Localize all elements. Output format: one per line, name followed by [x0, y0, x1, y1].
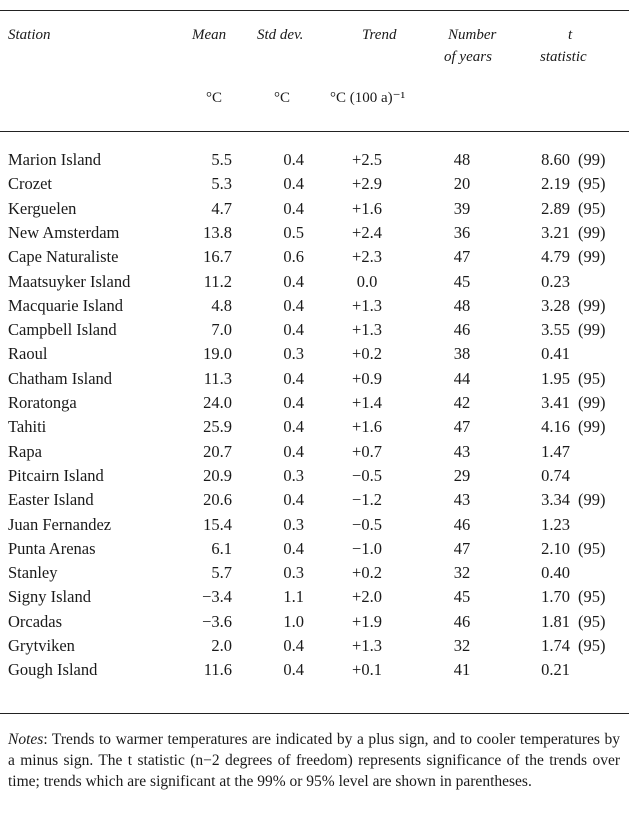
- notes-text: : Trends to warmer temperatures are indicated by a plus sign, and to cooler temperatures by a minus sign. The t statistic (n−2 degrees of freedom) represents significance of the trends over time; trends which are significant at the 99% or 95% level are shown in parentheses.: [8, 731, 620, 790]
- years-value: 47: [453, 247, 471, 267]
- station-name: Grytviken: [8, 636, 75, 655]
- table-row: [0, 537, 629, 561]
- mean-value: 25.9: [203, 417, 232, 437]
- header-trend: Trend: [362, 27, 397, 43]
- trend-value: +2.5: [352, 150, 382, 169]
- bottom-rule: [0, 713, 629, 714]
- mean-value: 2.0: [211, 636, 232, 655]
- table-row: [0, 610, 629, 634]
- table-notes: [8, 729, 620, 792]
- trend-value: −1.2: [352, 490, 382, 510]
- t-statistic-value: 4.79: [541, 247, 570, 267]
- std-dev-value: 0.4: [283, 490, 304, 510]
- t-statistic-value: 2.89: [541, 198, 570, 218]
- std-dev-value: 0.3: [283, 465, 304, 485]
- station-name: Pitcairn Island: [8, 465, 104, 485]
- notes-label: Notes: [8, 731, 44, 748]
- years-value: 43: [453, 490, 471, 510]
- t-statistic-value: 3.21: [541, 222, 570, 242]
- std-dev-value: 0.4: [283, 150, 304, 169]
- table-row: [0, 148, 629, 172]
- std-dev-value: 0.3: [283, 514, 304, 534]
- trend-value: +2.9: [352, 174, 382, 194]
- significance-value: (99): [578, 417, 606, 437]
- std-dev-value: 0.4: [283, 271, 304, 291]
- trend-value: +1.4: [352, 393, 382, 412]
- years-value: 41: [453, 660, 471, 680]
- station-name: Maatsuyker Island: [8, 271, 131, 291]
- years-value: 42: [453, 393, 471, 412]
- table-row: [0, 488, 629, 512]
- significance-value: (99): [578, 295, 606, 315]
- table-row: [0, 270, 629, 294]
- std-dev-value: 0.4: [283, 660, 304, 680]
- significance-value: (95): [578, 611, 606, 631]
- significance-value: (95): [578, 174, 606, 194]
- std-dev-value: 0.4: [283, 174, 304, 194]
- table-row: [0, 342, 629, 366]
- header-years-line2: of years: [444, 49, 492, 65]
- std-dev-value: 1.0: [283, 611, 304, 631]
- t-statistic-value: 2.10: [541, 538, 570, 558]
- std-dev-value: 0.4: [283, 198, 304, 218]
- significance-value: (99): [578, 150, 606, 169]
- years-value: 48: [453, 295, 471, 315]
- years-value: 47: [453, 417, 471, 437]
- significance-value: (95): [578, 587, 606, 607]
- trend-value: +1.9: [352, 611, 382, 631]
- years-value: 32: [453, 636, 471, 655]
- mean-value: 20.9: [203, 465, 232, 485]
- station-name: Macquarie Island: [8, 295, 123, 315]
- station-name: Signy Island: [8, 587, 91, 607]
- mean-value: 19.0: [203, 344, 232, 364]
- significance-value: (99): [578, 247, 606, 267]
- mean-value: 11.6: [203, 660, 232, 680]
- station-name: Kerguelen: [8, 198, 77, 218]
- std-dev-value: 0.4: [283, 393, 304, 412]
- years-value: 45: [453, 587, 471, 607]
- station-name: Chatham Island: [8, 368, 113, 388]
- years-value: 43: [453, 441, 471, 461]
- std-dev-value: 1.1: [283, 587, 304, 607]
- table-row: [0, 561, 629, 585]
- mean-value: 20.7: [203, 441, 232, 461]
- station-name: Punta Arenas: [8, 538, 96, 558]
- mean-value: 5.7: [211, 563, 232, 583]
- trend-value: +1.6: [352, 198, 382, 218]
- station-name: Juan Fernandez: [8, 514, 112, 534]
- trend-value: −0.5: [352, 514, 382, 534]
- std-dev-value: 0.4: [283, 368, 304, 388]
- significance-value: (95): [578, 538, 606, 558]
- years-value: 36: [453, 222, 471, 242]
- years-value: 48: [453, 150, 471, 169]
- table-row: [0, 318, 629, 342]
- years-value: 29: [453, 465, 471, 485]
- significance-value: (95): [578, 368, 606, 388]
- significance-value: (99): [578, 393, 606, 412]
- station-name: Gough Island: [8, 660, 98, 680]
- std-dev-value: 0.4: [283, 538, 304, 558]
- station-name: Campbell Island: [8, 320, 117, 340]
- t-statistic-value: 3.55: [541, 320, 570, 340]
- std-dev-value: 0.4: [283, 320, 304, 340]
- t-statistic-value: 0.21: [541, 660, 570, 680]
- std-dev-value: 0.6: [283, 247, 304, 267]
- years-value: 46: [453, 611, 471, 631]
- station-name: Tahiti: [8, 417, 47, 437]
- trend-value: +0.2: [352, 563, 382, 583]
- unit-mean: °C: [206, 90, 223, 106]
- top-rule: [0, 10, 629, 11]
- table-row: [0, 245, 629, 269]
- trend-value: +1.6: [352, 417, 382, 437]
- trend-value: +0.7: [352, 441, 382, 461]
- years-value: 46: [453, 320, 471, 340]
- table-row: [0, 464, 629, 488]
- t-statistic-value: 1.47: [541, 441, 570, 461]
- header-std-dev: Std dev.: [257, 27, 304, 43]
- trend-value: +1.3: [352, 320, 382, 340]
- station-name: Roratonga: [8, 393, 77, 412]
- significance-value: (99): [578, 320, 606, 340]
- station-name: New Amsterdam: [8, 222, 120, 242]
- unit-trend: °C (100 a)⁻¹: [330, 90, 406, 106]
- std-dev-value: 0.4: [283, 417, 304, 437]
- years-value: 44: [453, 368, 471, 388]
- years-value: 38: [453, 344, 471, 364]
- table-row: [0, 197, 629, 221]
- table-row: [0, 585, 629, 609]
- significance-value: (95): [578, 198, 606, 218]
- years-value: 45: [453, 271, 471, 291]
- station-name: Orcadas: [8, 611, 63, 631]
- table-row: [0, 221, 629, 245]
- trend-value: −1.0: [352, 538, 382, 558]
- mean-value: 15.4: [203, 514, 232, 534]
- years-value: 46: [453, 514, 471, 534]
- years-value: 39: [453, 198, 471, 218]
- mean-value: 7.0: [211, 320, 232, 340]
- years-value: 20: [453, 174, 471, 194]
- t-statistic-value: 1.95: [541, 368, 570, 388]
- station-name: Easter Island: [8, 490, 94, 510]
- std-dev-value: 0.4: [283, 441, 304, 461]
- mean-value: −3.6: [202, 611, 232, 631]
- mean-value: 4.7: [211, 198, 232, 218]
- mean-value: 11.3: [203, 368, 232, 388]
- significance-value: (95): [578, 636, 606, 655]
- mean-value: 5.5: [211, 150, 232, 169]
- table-row: [0, 294, 629, 318]
- trend-value: 0.0: [356, 271, 378, 291]
- table-row: [0, 658, 629, 682]
- trend-value: +2.3: [352, 247, 382, 267]
- trend-value: +0.2: [352, 344, 382, 364]
- t-statistic-value: 0.40: [541, 563, 570, 583]
- trend-value: −0.5: [352, 465, 382, 485]
- table-row: [0, 415, 629, 439]
- mean-value: 11.2: [203, 271, 232, 291]
- std-dev-value: 0.3: [283, 344, 304, 364]
- station-name: Rapa: [8, 441, 42, 461]
- header-mean: Mean: [192, 27, 227, 43]
- mean-value: 20.6: [203, 490, 232, 510]
- t-statistic-value: 2.19: [541, 174, 570, 194]
- table-row: [0, 513, 629, 537]
- unit-std-dev: °C: [274, 90, 291, 106]
- mean-value: 5.3: [211, 174, 232, 194]
- t-statistic-value: 3.28: [541, 295, 570, 315]
- t-statistic-value: 1.23: [541, 514, 570, 534]
- mean-value: 16.7: [203, 247, 232, 267]
- t-statistic-value: 3.41: [541, 393, 570, 412]
- station-name: Raoul: [8, 344, 48, 364]
- mean-value: 24.0: [203, 393, 232, 412]
- table-row: [0, 440, 629, 464]
- station-name: Stanley: [8, 563, 58, 583]
- t-statistic-value: 3.34: [541, 490, 570, 510]
- mean-value: 4.8: [211, 295, 232, 315]
- t-statistic-value: 1.70: [541, 587, 570, 607]
- t-statistic-value: 1.74: [541, 636, 570, 655]
- t-statistic-value: 8.60: [541, 150, 570, 169]
- t-statistic-value: 0.41: [541, 344, 570, 364]
- std-dev-value: 0.4: [283, 636, 304, 655]
- years-value: 32: [453, 563, 471, 583]
- station-name: Marion Island: [8, 150, 102, 169]
- trend-value: +1.3: [352, 636, 382, 655]
- table-row: [0, 634, 629, 658]
- header-rule: [0, 131, 629, 132]
- t-statistic-value: 1.81: [541, 611, 570, 631]
- station-name: Crozet: [8, 174, 52, 194]
- trend-value: +1.3: [352, 295, 382, 315]
- t-statistic-value: 0.23: [541, 271, 570, 291]
- std-dev-value: 0.5: [283, 222, 304, 242]
- trend-value: +2.4: [352, 222, 382, 242]
- mean-value: −3.4: [202, 587, 232, 607]
- std-dev-value: 0.4: [283, 295, 304, 315]
- years-value: 47: [453, 538, 471, 558]
- mean-value: 6.1: [211, 538, 232, 558]
- trend-value: +2.0: [352, 587, 382, 607]
- std-dev-value: 0.3: [283, 563, 304, 583]
- significance-value: (99): [578, 222, 606, 242]
- table-row: [0, 391, 629, 415]
- header-t-line2: statistic: [540, 49, 587, 65]
- header-years-line1: Number: [448, 27, 497, 43]
- header-station: Station: [8, 27, 51, 43]
- trend-value: +0.1: [352, 660, 382, 680]
- trend-value: +0.9: [352, 368, 382, 388]
- mean-value: 13.8: [203, 222, 232, 242]
- table-row: [0, 367, 629, 391]
- t-statistic-value: 0.74: [541, 465, 570, 485]
- t-statistic-value: 4.16: [541, 417, 570, 437]
- header-t-line1: t: [568, 27, 573, 43]
- table-row: [0, 172, 629, 196]
- significance-value: (99): [578, 490, 606, 510]
- station-name: Cape Naturaliste: [8, 247, 119, 267]
